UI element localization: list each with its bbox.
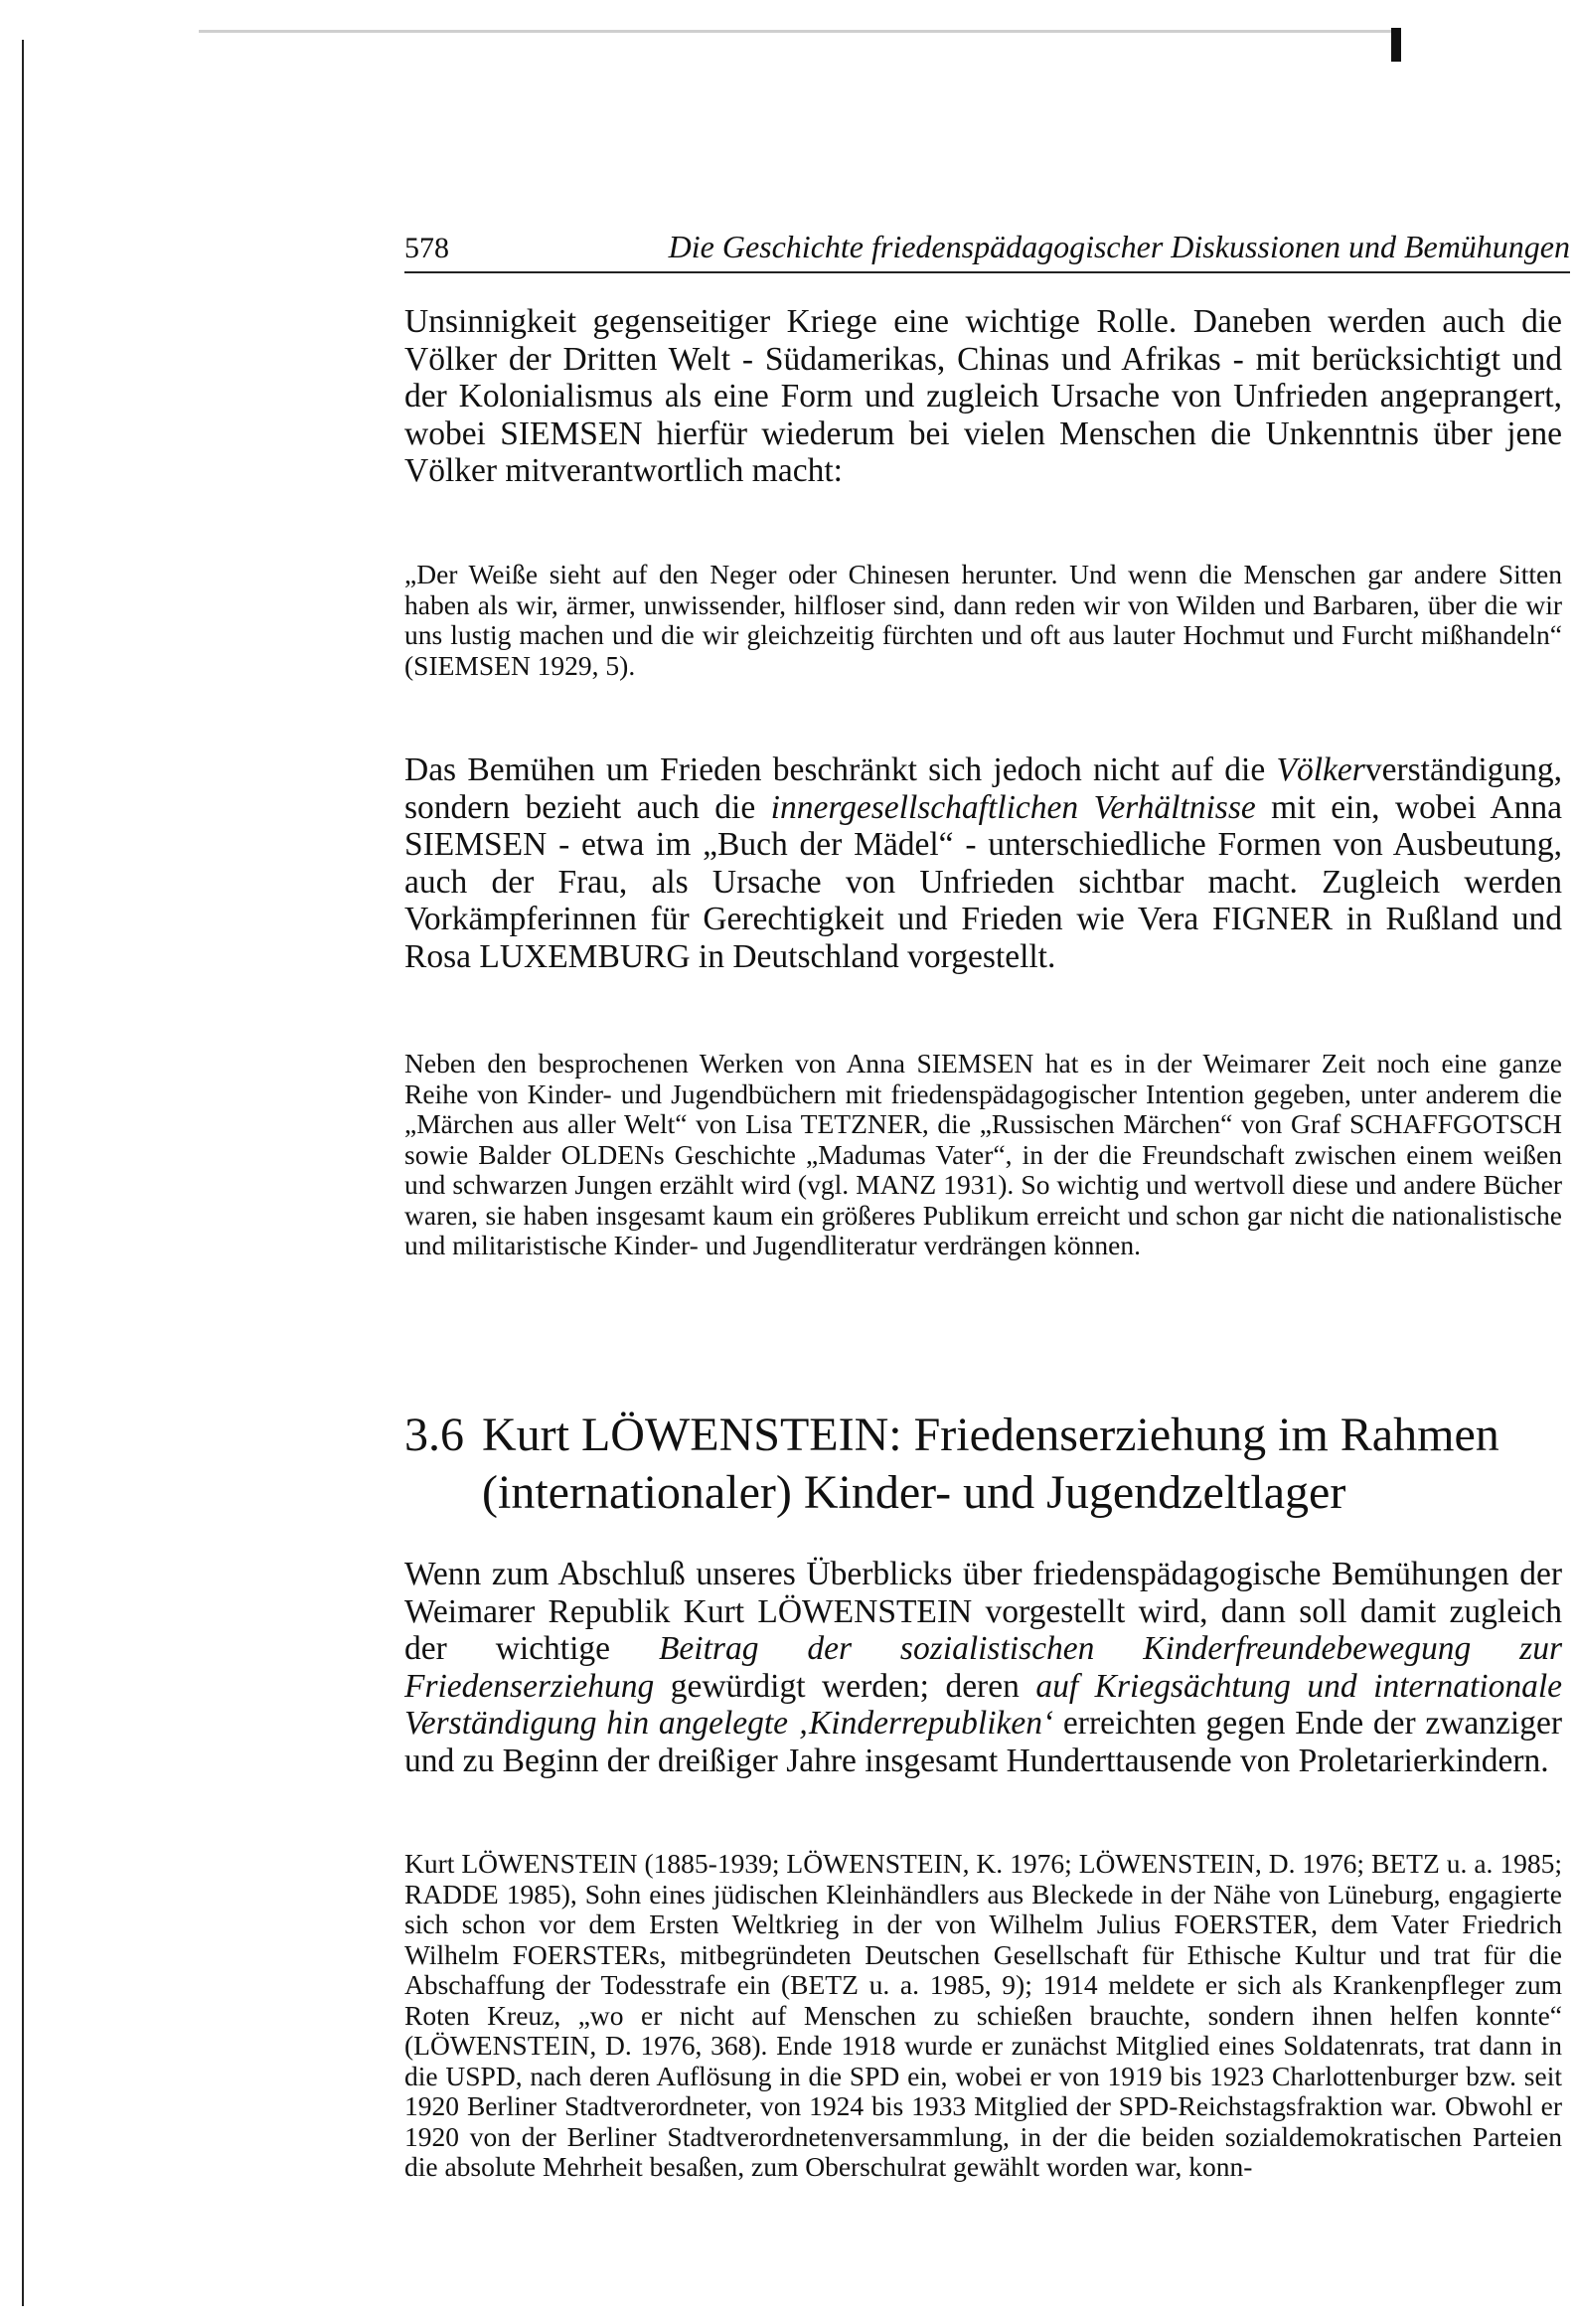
section-number: 3.6: [404, 1409, 464, 1461]
scan-noise: [199, 30, 1391, 33]
block-quote: „Der Weiße sieht auf den Neger oder Chinesen herunter. Und wenn die Menschen gar andere Sitten haben als wir, ärmer, unwissender, hilfloser sind, dann reden wir von Wilden und Barbaren, über die wir uns lustig machen und die wir gleichzeitig fürchten und oft aus lauter Hochmut und Furcht mißhandeln“ (SIEMSEN 1929, 5).: [404, 559, 1562, 681]
paragraph-1: Unsinnigkeit gegenseitiger Kriege eine wichtige Rolle. Daneben werden auch die Völker der Dritten Welt - Südamerikas, Chinas und Afrikas - mit berücksichtigt und der Kolonialismus als eine Form und zugleich Ursache von Unfrieden angeprangert, wobei SIEMSEN hierfür wiederum bei vielen Menschen die Unkenntnis über jene Völker mitverantwortlich macht:: [404, 303, 1562, 489]
running-title: Die Geschichte friedenspädagogischer Diskussionen und Bemühungen: [668, 229, 1570, 264]
paragraph-2: Das Bemühen um Frieden beschränkt sich jedoch nicht auf die Völkerverständigung, sondern bezieht auch die innergesellschaftlichen Verhältnisse mit ein, wobei Anna SIEMSEN - etwa im „Buch der Mädel“ - unterschiedliche Formen von Ausbeutung, auch der Frau, als Ursache von Unfrieden sichtbar macht. Zugleich werden Vorkämpferinnen für Gerechtigkeit und Frieden wie Vera FIGNER in Rußland und Rosa LUXEMBURG in Deutschland vorgestellt.: [404, 751, 1562, 975]
section-title-line-2: (internationaler) Kinder- und Jugendzeltlager: [482, 1466, 1346, 1519]
page-header: [404, 212, 1570, 273]
paragraph-5: Kurt LÖWENSTEIN (1885-1939; LÖWENSTEIN, K. 1976; LÖWENSTEIN, D. 1976; BETZ u. a. 1985; RADDE 1985), Sohn eines jüdischen Kleinhändlers aus Bleckede in der Nähe von Lüneburg, engagierte sich schon vor dem Ersten Weltkrieg in der von Wilhelm Julius FOERSTER, dem Vater Friedrich Wilhelm FOERSTERs, mitbegründeten Deutschen Gesellschaft für Ethische Kultur und trat für die Abschaffung der Todesstrafe ein (BETZ u. a. 1985, 9); 1914 meldete er sich als Krankenpfleger zum Roten Kreuz, „wo er nicht auf Menschen zu schießen brauchte, sondern ihnen helfen konnte“ (LÖWENSTEIN, D. 1976, 368). Ende 1918 wurde er zunächst Mitglied eines Soldatenrats, trat dann in die USPD, nach deren Auflösung in die SPD ein, wobei er von 1919 bis 1923 Charlottenburger bzw. seit 1920 Berliner Stadtverordneter, von 1924 bis 1933 Mitglied der SPD-Reichstagsfraktion war. Obwohl er 1920 von der Berliner Stadtverordnetenversammlung, in der die beiden sozialdemokratischen Parteien die absolute Mehrheit besaßen, zum Oberschulrat gewählt worden war, konn-: [404, 1848, 1562, 2182]
section-heading: [404, 1407, 1570, 1522]
paragraph-3: Neben den besprochenen Werken von Anna SIEMSEN hat es in der Weimarer Zeit noch eine ganze Reihe von Kinder- und Jugendbüchern mit friedenspädagogischer Intention gegeben, unter anderem die „Märchen aus aller Welt“ von Lisa TETZNER, die „Russischen Märchen“ von Graf SCHAFFGOTSCH sowie Balder OLDENs Geschichte „Madumas Vater“, in der die Freundschaft zwischen einem weißen und schwarzen Jungen erzählt wird (vgl. MANZ 1931). So wichtig und wertvoll diese und andere Bücher waren, sie haben insgesamt kaum ein größeres Publikum erreicht und schon gar nicht die nationalistische und militaristische Kinder- und Jugendliteratur verdrängen können.: [404, 1048, 1562, 1260]
page-number: 578: [404, 232, 449, 264]
scan-mark: [1391, 28, 1401, 62]
scan-edge: [22, 40, 24, 2306]
paragraph-4: Wenn zum Abschluß unseres Überblicks über friedenspädagogische Bemühungen der Weimarer Republik Kurt LÖWENSTEIN vorgestellt wird, dann soll damit zugleich der wichtige Beitrag der sozialistischen Kinderfreundebewegung zur Friedenserziehung gewürdigt werden; deren auf Kriegsächtung und internationale Verständigung hin angelegte ‚Kinderrepubliken‘ erreichten gegen Ende der zwanziger und zu Beginn der dreißiger Jahre insgesamt Hunderttausende von Proletarierkindern.: [404, 1556, 1562, 1779]
section-title-line-1: Kurt LÖWENSTEIN: Friedenserziehung im Rahmen: [482, 1409, 1499, 1461]
